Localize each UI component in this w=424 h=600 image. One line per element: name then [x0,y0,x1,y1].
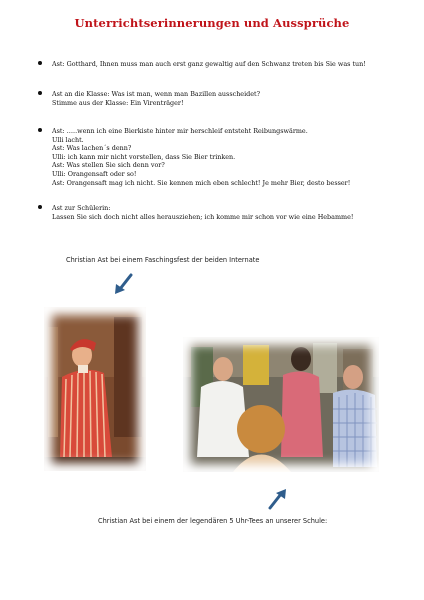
quote-line: Ulli: Orangensaft oder so! [52,169,137,178]
photo-caption-tee: Christian Ast bei einem der legendären 5 Uhr-Tees an unserer Schule: [98,517,328,525]
costume-photo-image [44,307,146,471]
quote-line: Ast: Gotthard, Ihnen muss man auch erst ganz gewaltig auf den Schwanz treten bis Sie was tun! [52,60,366,68]
quote-item [52,90,382,107]
quote-line: Ast: …..wenn ich eine Bierkiste hinter mir herschleif entsteht Reibungswärme. [52,127,308,135]
quote-line: Ast: Was lachen´s denn? [52,144,132,153]
quote-item [52,60,382,69]
bullet [38,91,42,95]
quote-line: Ast an die Klasse: Was ist man, wenn man Bazillen ausscheidet? [52,90,260,98]
bullet [38,61,42,65]
quote-item [52,204,382,221]
photo-fasching-costume [44,307,146,471]
photo-five-oclock-tea [183,337,379,472]
bullet [38,128,42,132]
page-title: Unterrichtserinnerungen und Aussprüche [74,16,350,30]
bullet [38,205,42,209]
arrow-down-left-icon [113,272,135,296]
quote-line: Ast: Orangensaft mag ich nicht. Sie kennen mich eben schlecht! Je mehr Bier, desto besser! [52,178,351,187]
arrow-up-right-icon [266,487,288,511]
quote-line: Lassen Sie sich doch nicht alles herausziehen; ich komme mir schon vor wie eine Hebamme! [52,212,354,221]
quote-line: Ulli: ich kann mir nicht vorstellen, dass Sie Bier trinken. [52,152,236,161]
quote-line: Ast zur Schülerin: [52,204,111,212]
quote-line: Stimme aus der Klasse: Ein Virenträger! [52,98,184,107]
quote-item [52,127,382,187]
quote-line: Ast: Was stellen Sie sich denn vor? [52,161,165,170]
quote-line: Ulli lacht. [52,135,84,144]
photo-caption-fasching: Christian Ast bei einem Faschingsfest der beiden Internate [66,256,260,264]
tea-photo-image [183,337,379,472]
